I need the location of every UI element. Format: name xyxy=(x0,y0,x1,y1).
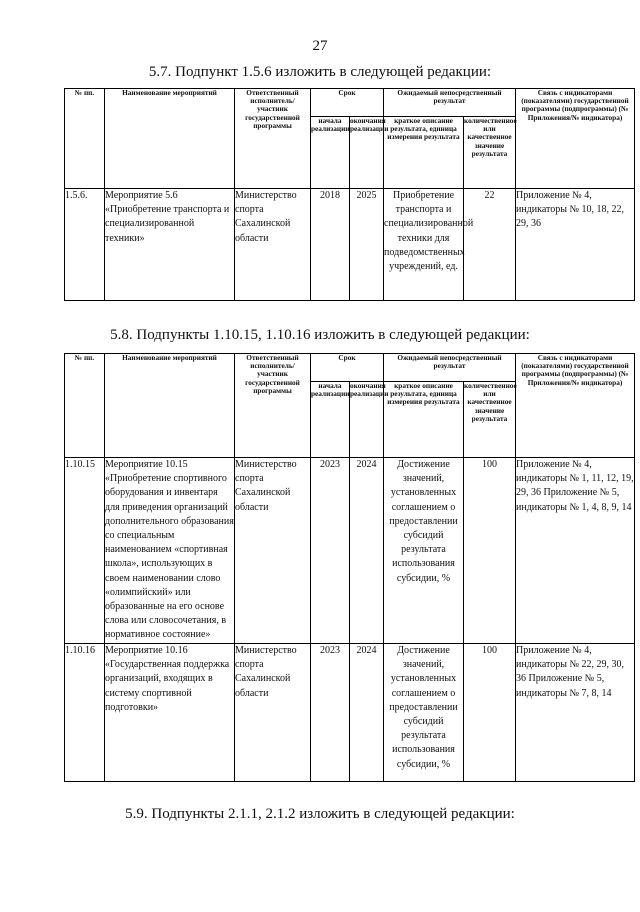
row-result-desc: Достижение значений, установленных соглашением о предоставлении субсидий результата использования субсидии, % xyxy=(384,644,464,782)
row-responsible: Министерство спорта Сахалинской области xyxy=(235,189,311,301)
header-num: № пп. xyxy=(65,89,105,189)
row-name: Мероприятие 10.15 «Приобретение спортивного оборудования и инвентаря для приведения организаций дополнительного образования со специальным наименованием «спортивная школа», использующих в своем наименовании слово «олимпийский» или образованные на его основе слова или словосочетания, в нормативное состояние» xyxy=(105,458,235,644)
row-name: Мероприятие 5.6 «Приобретение транспорта и специализированной техники» xyxy=(105,189,235,301)
section-heading-5-8: 5.8. Подпункты 1.10.15, 1.10.16 изложить в следующей редакции: xyxy=(110,327,530,343)
row-start: 2023 xyxy=(311,458,350,644)
header-name: Наименование мероприятий xyxy=(105,354,235,458)
row-start: 2018 xyxy=(311,189,350,301)
header-start: начала реализации xyxy=(311,382,350,458)
header-term: Срок xyxy=(311,354,384,382)
table-row xyxy=(65,189,635,301)
row-start: 2023 xyxy=(311,644,350,782)
header-start: начала реализации xyxy=(311,117,350,189)
row-link: Приложение № 4, индикаторы № 1, 11, 12, 19, 29, 36 Приложение № 5, индикаторы № 1, 4, 8, 9, 14 xyxy=(516,458,635,644)
row-quantity: 100 xyxy=(464,458,516,644)
section-heading-5-9: 5.9. Подпункты 2.1.1, 2.1.2 изложить в следующей редакции: xyxy=(125,806,515,822)
row-quantity: 22 xyxy=(464,189,516,301)
header-result-desc: краткое описание результата, единица измерения результата xyxy=(384,382,464,458)
header-term: Срок xyxy=(311,89,384,117)
row-responsible: Министерство спорта Сахалинской области xyxy=(235,644,311,782)
table-row xyxy=(65,458,635,644)
header-result-desc: краткое описание результата, единица измерения результата xyxy=(384,117,464,189)
row-result-desc: Достижение значений, установленных соглашением о предоставлении субсидий результата использования субсидии, % xyxy=(384,458,464,644)
header-end: окончания реализации xyxy=(350,382,384,458)
row-num: 1.10.16 xyxy=(65,644,105,782)
row-end: 2025 xyxy=(350,189,384,301)
section-heading-5-7: 5.7. Подпункт 1.5.6 изложить в следующей редакции: xyxy=(148,64,492,80)
header-num: № пп. xyxy=(65,354,105,458)
row-end: 2024 xyxy=(350,458,384,644)
row-end: 2024 xyxy=(350,644,384,782)
table-row xyxy=(65,644,635,782)
row-result-desc: Приобретение транспорта и специализированной техники для подведомственных учреждений, ед. xyxy=(384,189,464,301)
row-num: 1.5.6. xyxy=(65,189,105,301)
header-responsible: Ответственный исполнитель/участник государственной программы xyxy=(235,89,311,189)
header-quantity: количественное или качественное значение результата xyxy=(464,382,516,458)
page-number: 27 xyxy=(312,38,328,54)
header-responsible: Ответственный исполнитель/участник государственной программы xyxy=(235,354,311,458)
row-quantity: 100 xyxy=(464,644,516,782)
header-name: Наименование мероприятий xyxy=(105,89,235,189)
header-link: Связь с индикаторами (показателями) государственной программы (подпрограммы) (№ Приложения/№ индикатора) xyxy=(516,354,635,458)
row-responsible: Министерство спорта Сахалинской области xyxy=(235,458,311,644)
row-num: 1.10.15 xyxy=(65,458,105,644)
header-quantity: количественное или качественное значение результата xyxy=(464,117,516,189)
header-link: Связь с индикаторами (показателями) государственной программы (подпрограммы) (№ Приложения/№ индикатора) xyxy=(516,89,635,189)
header-end: окончания реализации xyxy=(350,117,384,189)
table-5-7 xyxy=(64,88,635,301)
row-name: Мероприятие 10.16 «Государственная поддержка организаций, входящих в систему спортивной подготовки» xyxy=(105,644,235,782)
header-result: Ожидаемый непосредственный результат xyxy=(384,89,516,117)
row-link: Приложение № 4, индикаторы № 10, 18, 22, 29, 36 xyxy=(516,189,635,301)
table-5-8 xyxy=(64,353,635,782)
header-result: Ожидаемый непосредственный результат xyxy=(384,354,516,382)
row-link: Приложение № 4, индикаторы № 22, 29, 30, 36 Приложение № 5, индикаторы № 7, 8, 14 xyxy=(516,644,635,782)
